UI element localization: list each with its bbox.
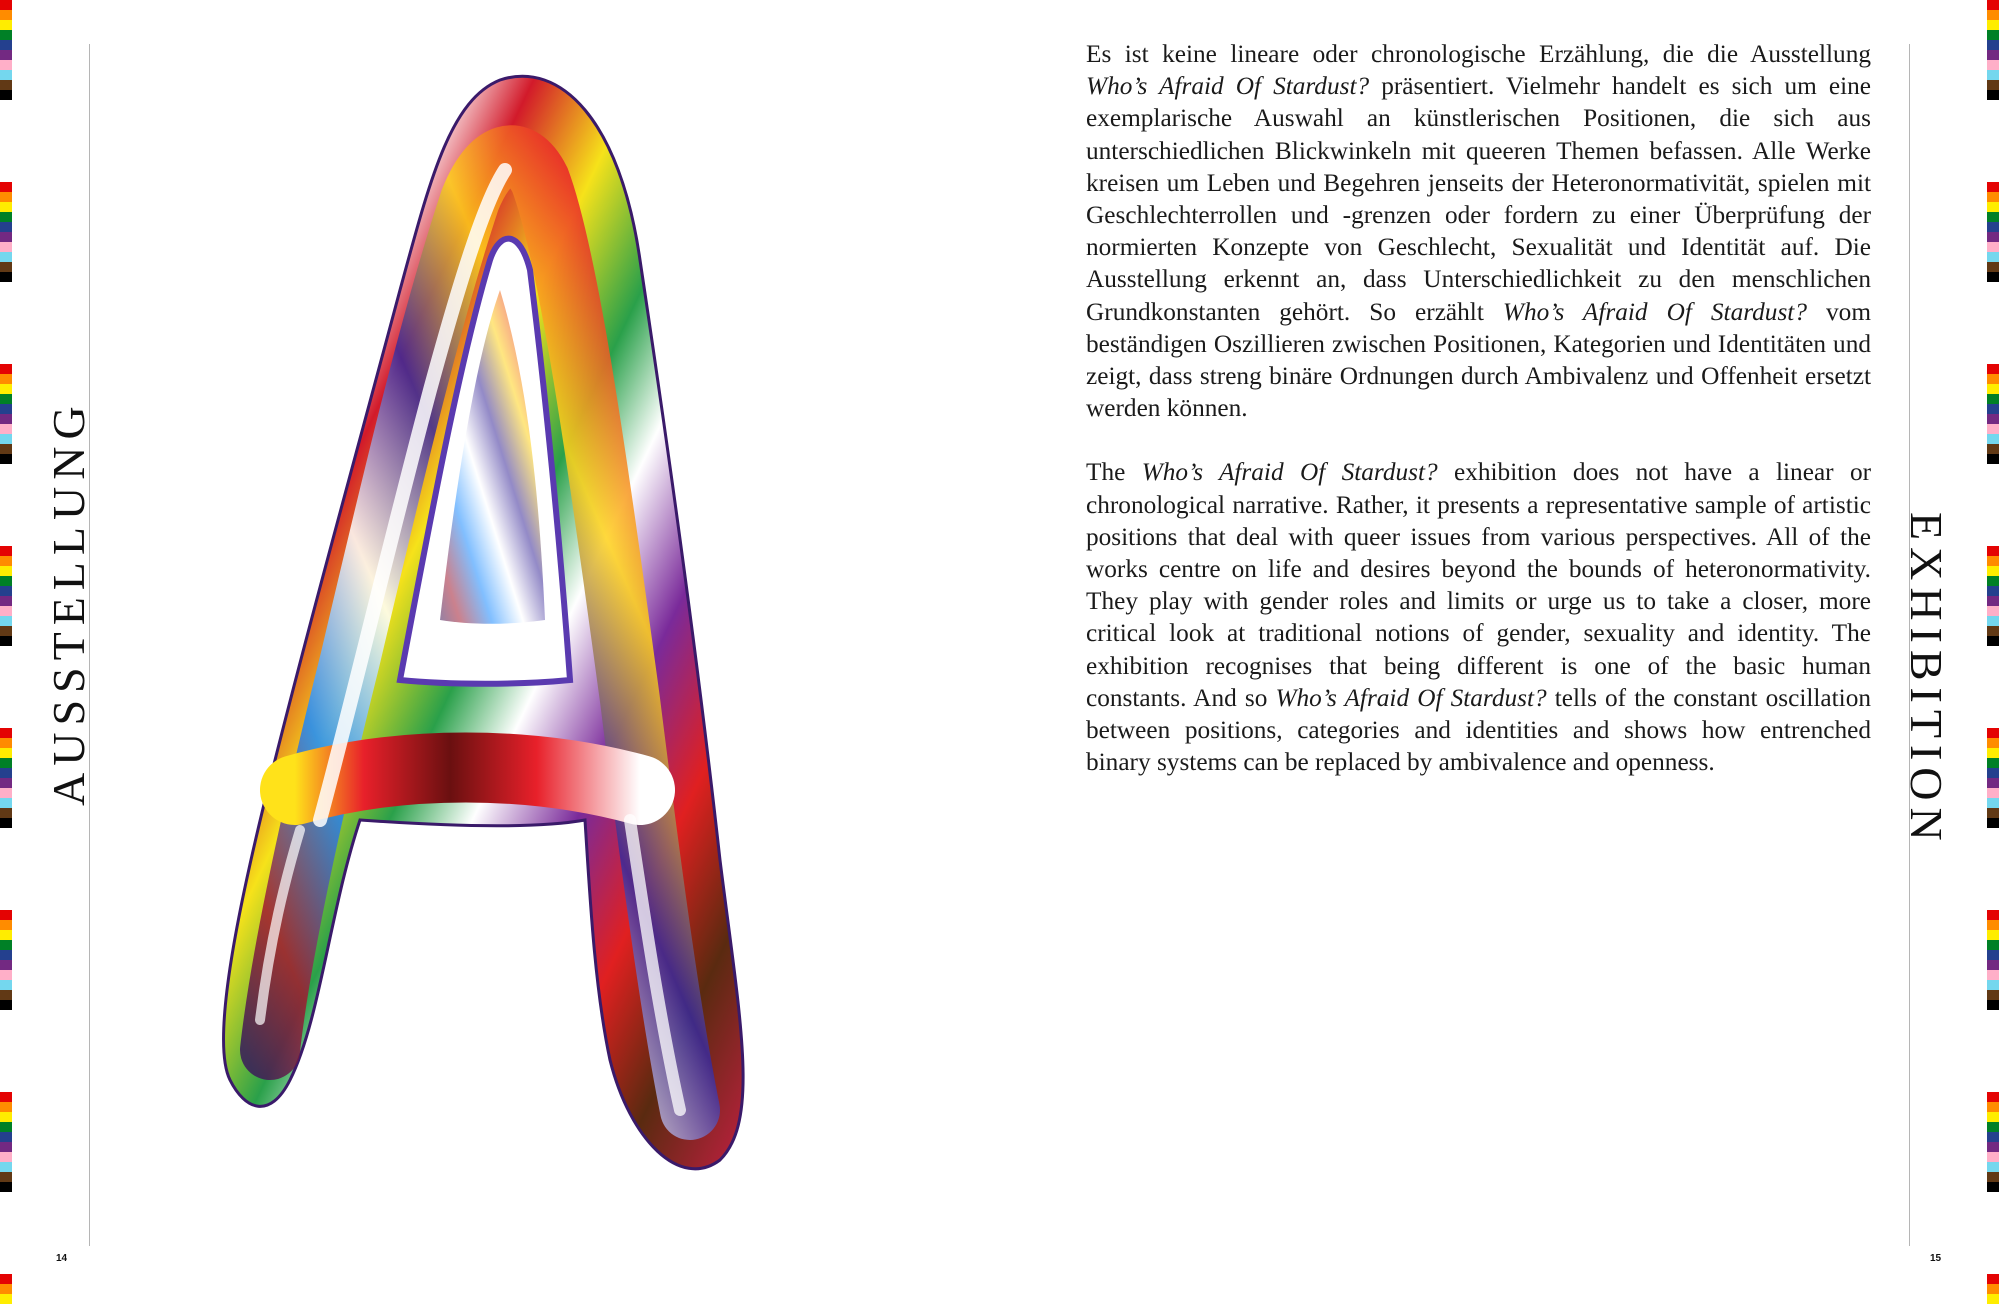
stripe-swatch	[0, 1092, 12, 1102]
stripe-swatch	[1987, 1162, 1999, 1172]
stripe-swatch	[1987, 788, 1999, 798]
stripe-swatch	[0, 10, 12, 20]
stripe-swatch	[0, 960, 12, 970]
stripe-swatch	[0, 404, 12, 414]
stripe-swatch	[1987, 758, 1999, 768]
stripe-swatch	[0, 546, 12, 556]
stripe-swatch	[0, 90, 12, 100]
stripe-swatch	[1987, 434, 1999, 444]
german-exhibition-title-2: Who’s Afraid Of Stardust?	[1502, 297, 1807, 326]
stripe-swatch	[1987, 748, 1999, 758]
right-rainbow-stripe	[1987, 0, 1999, 1304]
stripe-swatch	[1987, 728, 1999, 738]
stripe-swatch	[0, 50, 12, 60]
stripe-swatch	[0, 394, 12, 404]
stripe-swatch	[0, 80, 12, 90]
stripe-swatch	[0, 566, 12, 576]
stripe-swatch	[0, 636, 12, 646]
stripe-swatch	[1987, 818, 1999, 828]
left-side-title: AUSSTELLUNG	[43, 399, 94, 806]
german-text-part-1: Es ist keine lineare oder chronologische Erzählung, die die Ausstellung	[1086, 40, 1871, 68]
stripe-swatch	[0, 1132, 12, 1142]
stripe-swatch	[0, 40, 12, 50]
stripe-swatch	[1987, 374, 1999, 384]
stripe-swatch	[1987, 808, 1999, 818]
stripe-swatch	[0, 990, 12, 1000]
stripe-swatch	[1987, 1112, 1999, 1122]
stripe-swatch	[1987, 950, 1999, 960]
stripe-swatch	[1987, 910, 1999, 920]
stripe-swatch	[1987, 242, 1999, 252]
english-paragraph	[1086, 456, 1871, 778]
stripe-swatch	[1987, 192, 1999, 202]
stripe-swatch	[1987, 404, 1999, 414]
stripe-swatch	[0, 364, 12, 374]
stripe-swatch	[0, 192, 12, 202]
stripe-swatch	[1987, 990, 1999, 1000]
stripe-swatch	[1987, 40, 1999, 50]
stripe-swatch	[0, 1102, 12, 1112]
stripe-swatch	[0, 768, 12, 778]
stripe-swatch	[0, 980, 12, 990]
stripe-swatch	[1987, 930, 1999, 940]
stripe-swatch	[1987, 232, 1999, 242]
stripe-swatch	[1987, 960, 1999, 970]
stripe-swatch	[1987, 546, 1999, 556]
english-exhibition-title-2: Who’s Afraid Of Stardust?	[1275, 683, 1547, 712]
stripe-swatch	[0, 748, 12, 758]
stripe-swatch	[0, 970, 12, 980]
stripe-swatch	[1987, 70, 1999, 80]
stripe-swatch	[1987, 1132, 1999, 1142]
stripe-swatch	[0, 586, 12, 596]
stripe-swatch	[0, 728, 12, 738]
stripe-swatch	[1987, 798, 1999, 808]
stripe-swatch	[1987, 970, 1999, 980]
stripe-swatch	[0, 20, 12, 30]
stripe-swatch	[0, 212, 12, 222]
stripe-swatch	[1987, 778, 1999, 788]
english-exhibition-title-1: Who’s Afraid Of Stardust?	[1141, 458, 1438, 487]
stripe-swatch	[1987, 182, 1999, 192]
stripe-swatch	[1987, 202, 1999, 212]
stripe-swatch	[0, 808, 12, 818]
stripe-swatch	[1987, 576, 1999, 586]
stripe-swatch	[1987, 384, 1999, 394]
stripe-swatch	[0, 262, 12, 272]
stripe-swatch	[1987, 80, 1999, 90]
stripe-swatch	[1987, 1172, 1999, 1182]
stripe-swatch	[1987, 272, 1999, 282]
stripe-swatch	[0, 424, 12, 434]
stripe-swatch	[1987, 60, 1999, 70]
left-page-number: 14	[56, 1253, 68, 1264]
stripe-swatch	[0, 1182, 12, 1192]
stripe-swatch	[1987, 444, 1999, 454]
right-side-title: EXHIBITION	[1901, 512, 1952, 848]
stripe-swatch	[1987, 616, 1999, 626]
stripe-swatch	[0, 384, 12, 394]
iridescent-letter-a-illustration	[200, 60, 760, 1190]
stripe-swatch	[0, 1294, 12, 1304]
stripe-swatch	[1987, 556, 1999, 566]
stripe-swatch	[1987, 606, 1999, 616]
stripe-swatch	[1987, 414, 1999, 424]
stripe-swatch	[1987, 596, 1999, 606]
stripe-swatch	[0, 60, 12, 70]
stripe-swatch	[0, 920, 12, 930]
stripe-swatch	[0, 30, 12, 40]
stripe-swatch	[1987, 566, 1999, 576]
stripe-swatch	[0, 1152, 12, 1162]
stripe-swatch	[0, 798, 12, 808]
stripe-swatch	[0, 556, 12, 566]
stripe-swatch	[1987, 20, 1999, 30]
stripe-swatch	[0, 758, 12, 768]
stripe-swatch	[1987, 1274, 1999, 1284]
right-page-number: 15	[1930, 1253, 1942, 1264]
stripe-swatch	[1987, 30, 1999, 40]
stripe-swatch	[1987, 262, 1999, 272]
stripe-swatch	[0, 272, 12, 282]
german-paragraph	[1086, 38, 1871, 424]
stripe-swatch	[0, 222, 12, 232]
body-text-column	[1086, 38, 1871, 810]
stripe-swatch	[1987, 50, 1999, 60]
stripe-swatch	[0, 596, 12, 606]
stripe-swatch	[1987, 394, 1999, 404]
stripe-swatch	[1987, 424, 1999, 434]
stripe-swatch	[0, 818, 12, 828]
left-rainbow-stripe	[0, 0, 12, 1304]
stripe-swatch	[1987, 1142, 1999, 1152]
stripe-swatch	[0, 232, 12, 242]
stripe-swatch	[1987, 768, 1999, 778]
stripe-swatch	[1987, 636, 1999, 646]
stripe-swatch	[1987, 920, 1999, 930]
stripe-swatch	[0, 616, 12, 626]
stripe-swatch	[1987, 222, 1999, 232]
stripe-swatch	[1987, 1152, 1999, 1162]
stripe-swatch	[1987, 1182, 1999, 1192]
stripe-swatch	[1987, 1092, 1999, 1102]
stripe-swatch	[0, 444, 12, 454]
stripe-swatch	[0, 1112, 12, 1122]
german-text-part-2: präsentiert. Vielmehr handelt es sich um eine exemplarische Auswahl an künstlerischen Positionen, die sich aus unterschiedlichen Blickwinkeln mit queeren Themen befassen. Alle Werke kreisen um Leben und Begehren jenseits der Heteronormativität, spielen mit Geschlechterrollen und -grenzen oder fordern zu einer Überprüfung der normierten Konzepte von Geschlecht, Sexualität und Identität auf. Die Ausstellung erkennt an, dass Unterschiedlichkeit zu den menschlichen Grundkonstanten gehört. So erzählt	[1086, 72, 1871, 326]
stripe-swatch	[0, 738, 12, 748]
stripe-swatch	[0, 252, 12, 262]
stripe-swatch	[0, 626, 12, 636]
stripe-swatch	[1987, 1294, 1999, 1304]
stripe-swatch	[1987, 626, 1999, 636]
stripe-swatch	[0, 788, 12, 798]
stripe-swatch	[0, 930, 12, 940]
stripe-swatch	[1987, 0, 1999, 10]
stripe-swatch	[1987, 364, 1999, 374]
stripe-swatch	[0, 374, 12, 384]
stripe-swatch	[0, 940, 12, 950]
stripe-swatch	[0, 910, 12, 920]
stripe-swatch	[0, 0, 12, 10]
stripe-swatch	[0, 1172, 12, 1182]
english-text-part-3: tells of the constant oscillation between positions, categories and identities and shows how entrenched binary systems can be replaced by ambivalence and openness.	[1086, 683, 1872, 777]
stripe-swatch	[1987, 454, 1999, 464]
stripe-swatch	[0, 1284, 12, 1294]
stripe-swatch	[1987, 586, 1999, 596]
stripe-swatch	[1987, 980, 1999, 990]
stripe-swatch	[0, 1274, 12, 1284]
stripe-swatch	[1987, 1284, 1999, 1294]
german-text-part-3: vom beständigen Oszillieren zwischen Positionen, Kategorien und Identitäten und zeigt, dass streng binäre Ordnungen durch Ambivalenz und Offenheit ersetzt werden können.	[1086, 297, 1871, 423]
stripe-swatch	[0, 950, 12, 960]
stripe-swatch	[0, 202, 12, 212]
stripe-swatch	[1987, 940, 1999, 950]
stripe-swatch	[1987, 212, 1999, 222]
stripe-swatch	[0, 242, 12, 252]
stripe-swatch	[0, 1122, 12, 1132]
stripe-swatch	[0, 182, 12, 192]
stripe-swatch	[1987, 90, 1999, 100]
stripe-swatch	[1987, 1122, 1999, 1132]
stripe-swatch	[1987, 252, 1999, 262]
english-text-part-2: exhibition does not have a linear or chronological narrative. Rather, it presents a representative sample of artistic positions that deal with queer issues from various perspectives. All of the works centre on life and desires beyond the bounds of heteronormativity. They play with gender roles and limits or urge us to take a closer, more critical look at traditional notions of gender, sexuality and identity. The exhibition recognises that being different is one of the basic human constants. And so	[1086, 458, 1872, 712]
stripe-swatch	[0, 70, 12, 80]
stripe-swatch	[0, 414, 12, 424]
stripe-swatch	[0, 434, 12, 444]
stripe-swatch	[0, 454, 12, 464]
stripe-swatch	[0, 1142, 12, 1152]
stripe-swatch	[1987, 738, 1999, 748]
stripe-swatch	[0, 778, 12, 788]
stripe-swatch	[1987, 1000, 1999, 1010]
stripe-swatch	[0, 1000, 12, 1010]
stripe-swatch	[1987, 1102, 1999, 1112]
stripe-swatch	[0, 1162, 12, 1172]
stripe-swatch	[0, 576, 12, 586]
german-exhibition-title-1: Who’s Afraid Of Stardust?	[1086, 72, 1370, 101]
stripe-swatch	[0, 606, 12, 616]
stripe-swatch	[1987, 10, 1999, 20]
english-text-part-1: The	[1086, 458, 1142, 487]
